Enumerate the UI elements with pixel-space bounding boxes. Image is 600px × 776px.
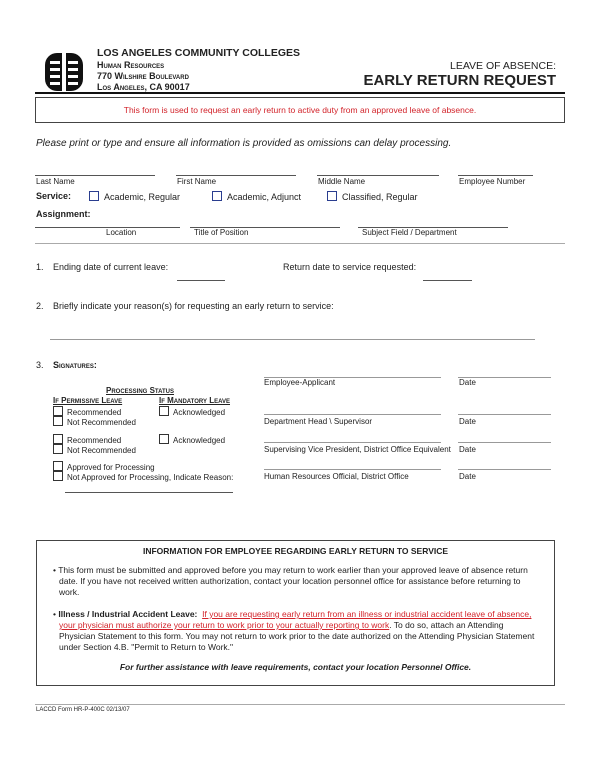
laccd-logo-icon <box>44 49 84 93</box>
last-name-field[interactable] <box>35 175 155 176</box>
bullet-text: . To do so, attach an Attending Physician Statement to this form. You may not return to work prior to the date authorized on the Attending Physician Statement under Section 4.B. "Permit to Return to Work." <box>59 620 535 652</box>
vp-signature-label: Supervising Vice President, District Office Equivalent <box>264 445 451 454</box>
dept-head-signature-label: Department Head \ Supervisor <box>264 417 373 426</box>
address-line-2: Los Angeles, CA 90017 <box>97 82 190 92</box>
signatures-heading: Signatures: <box>53 360 97 370</box>
instruction-text: Please print or type and ensure all information is provided as omissions can delay processing. <box>36 138 452 149</box>
service-classified-regular-checkbox[interactable] <box>327 191 418 202</box>
info-title: INFORMATION FOR EMPLOYEE REGARDING EARLY RETURN TO SERVICE <box>142 546 449 556</box>
checkbox-label: Recommended <box>67 408 122 417</box>
hr-date-field[interactable] <box>458 469 551 470</box>
checkbox-label: Not Approved for Processing, Indicate Reason: <box>67 473 234 482</box>
info-footer: For further assistance with leave requirements, contact your location Personnel Office. <box>119 662 472 672</box>
checkbox-label: Not Recommended <box>67 418 136 427</box>
q2-number: 2. <box>36 301 44 311</box>
bullet-warning: If you are requesting early return from an illness or industrial accident leave of absence, your physician must authorize your return to work prior to your actually reporting to work <box>59 609 532 630</box>
checkbox-label: Not Recommended <box>67 446 136 455</box>
header-divider <box>35 92 565 94</box>
service-academic-regular-checkbox[interactable] <box>89 191 180 202</box>
mandatory-leave-heading: If Mandatory Leave <box>159 396 230 405</box>
return-date-field[interactable] <box>423 280 472 281</box>
form-title: EARLY RETURN REQUEST <box>363 72 556 89</box>
middle-name-label: Middle Name <box>318 177 366 186</box>
info-bullet-1: • This form must be submitted and approved before you may return to work earlier than your approved leave of absence return date. If you have not received written authorization, contact your location personnel office for assistance before returning to work. <box>53 565 528 597</box>
subject-field-label: Subject Field / Department <box>362 228 457 237</box>
dept-head-date-field[interactable] <box>458 414 551 415</box>
ending-date-field[interactable] <box>177 280 225 281</box>
employee-number-field[interactable] <box>458 175 533 176</box>
not-recommended-checkbox-1[interactable] <box>53 416 136 427</box>
checkbox-label: Acknowledged <box>173 436 226 445</box>
info-box <box>36 540 555 686</box>
dept-head-signature-field[interactable] <box>264 414 441 415</box>
first-name-label: First Name <box>177 177 217 186</box>
dept-name: Human Resources <box>97 60 165 70</box>
not-approved-checkbox[interactable] <box>53 471 233 482</box>
title-of-position-label: Title of Position <box>194 228 249 237</box>
checkbox-label: Academic, Adjunct <box>227 192 302 202</box>
assignment-label: Assignment: <box>36 209 91 219</box>
q1-label: Ending date of current leave: <box>53 262 169 272</box>
checkbox-label: Classified, Regular <box>342 192 418 202</box>
employee-number-label: Employee Number <box>459 177 526 186</box>
form-subtitle: LEAVE OF ABSENCE: <box>449 60 556 72</box>
checkbox-label: Approved for Processing <box>67 463 155 472</box>
reason-field[interactable] <box>50 339 535 340</box>
checkbox-label: Academic, Regular <box>104 192 181 202</box>
notice-box: This form is used to request an early return to active duty from an approved leave of absence. <box>35 97 565 123</box>
info-bullet-2: • Illness / Industrial Accident Leave: If you are requesting early return from an illness or industrial accident leave of absence, your physician must authorize your return to work prior to your actually reporting to work. To do so, attach an Attending Physician Statement to this form. You may not return to work prior to the date authorized on the Attending Physician Statement under Section 4.B. "Permit to Return to Work." <box>53 609 535 652</box>
acknowledged-checkbox-1[interactable] <box>159 406 225 417</box>
bullet-heading: Illness / Industrial Accident Leave: <box>58 609 198 619</box>
vp-date-field[interactable] <box>458 442 551 443</box>
not-recommended-checkbox-2[interactable] <box>53 444 136 455</box>
bullet-text: This form must be submitted and approved before you may return to work earlier than your approved leave of absence return date. If you have not received written authorization, contact your location personnel office for assistance before returning to work. <box>58 565 528 597</box>
section-divider <box>35 243 565 244</box>
form-id: LACCD Form HR-P-400C 02/13/07 <box>36 707 130 713</box>
employee-signature-label: Employee-Applicant <box>264 378 336 387</box>
acknowledged-checkbox-2[interactable] <box>159 434 225 445</box>
middle-name-field[interactable] <box>317 175 439 176</box>
checkbox-label: Recommended <box>67 436 122 445</box>
service-label: Service: <box>36 191 72 201</box>
address-line-1: 770 Wilshire Boulevard <box>97 71 189 81</box>
hr-signature-label: Human Resources Official, District Office <box>264 472 409 481</box>
first-name-field[interactable] <box>176 175 296 176</box>
permissive-leave-heading: If Permissive Leave <box>53 396 123 405</box>
service-academic-adjunct-checkbox[interactable] <box>212 191 301 202</box>
location-label: Location <box>106 228 137 237</box>
checkbox-label: Acknowledged <box>173 408 226 417</box>
processing-status-heading: Processing Status <box>106 386 175 395</box>
date-label: Date <box>459 445 476 454</box>
not-approved-reason-field[interactable] <box>65 492 233 493</box>
vp-signature-field[interactable] <box>264 442 441 443</box>
footer-divider <box>35 704 565 705</box>
return-date-label: Return date to service requested: <box>283 262 417 272</box>
date-label: Date <box>459 417 476 426</box>
date-label: Date <box>459 472 476 481</box>
org-name: LOS ANGELES COMMUNITY COLLEGES <box>97 47 301 59</box>
q1-number: 1. <box>36 262 44 272</box>
q2-label: Briefly indicate your reason(s) for requesting an early return to service: <box>53 301 334 311</box>
last-name-label: Last Name <box>36 177 75 186</box>
q3-number: 3. <box>36 360 44 370</box>
hr-signature-field[interactable] <box>264 469 441 470</box>
date-label: Date <box>459 378 476 387</box>
